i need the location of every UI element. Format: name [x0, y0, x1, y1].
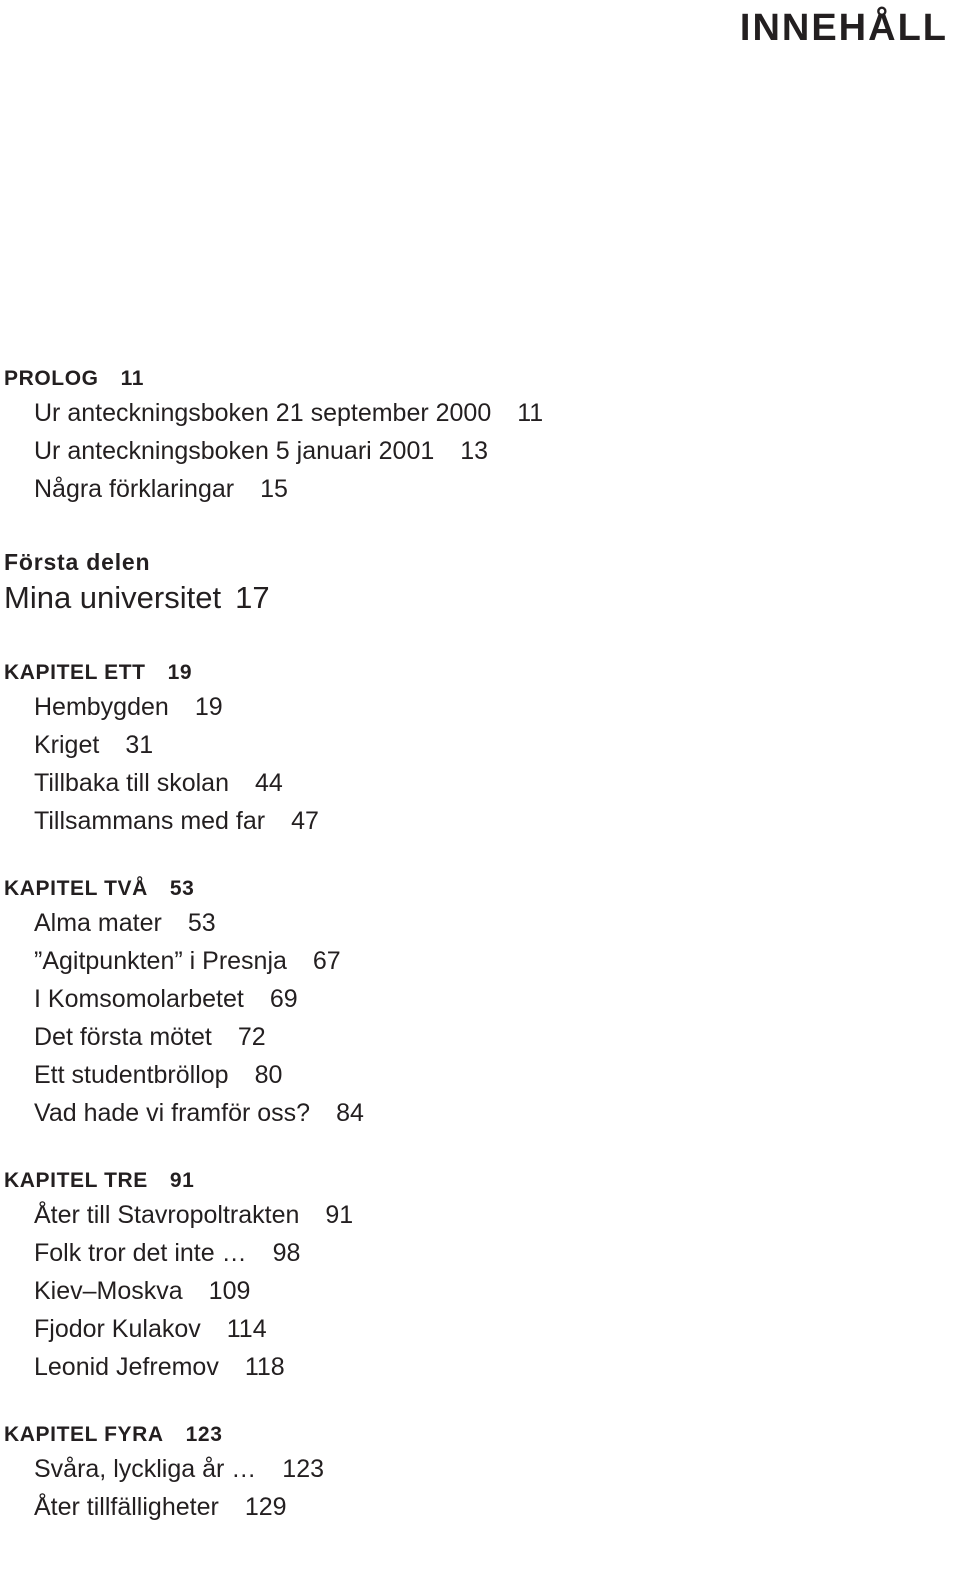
- toc-entry[interactable]: [4, 394, 944, 432]
- part-label: Första delen: [4, 549, 151, 575]
- chapter-heading[interactable]: [4, 874, 944, 904]
- toc-entry-title: Tillsammans med far: [34, 807, 266, 835]
- toc-entry-page: 47: [291, 807, 319, 835]
- toc-entry-page: 114: [226, 1315, 267, 1343]
- toc-entry-page: 123: [282, 1455, 325, 1483]
- toc-entry-title: Åter tillfälligheter: [34, 1493, 219, 1521]
- chapter-heading-label: KAPITEL TVÅ: [4, 877, 148, 900]
- toc-entry-page: 98: [272, 1239, 301, 1267]
- toc-entry[interactable]: [4, 802, 944, 840]
- toc-entry-title: Vad hade vi framför oss?: [34, 1099, 311, 1127]
- toc-entry-page: 31: [125, 731, 154, 759]
- toc-entry-page: 80: [254, 1061, 283, 1089]
- toc-entry[interactable]: [4, 1348, 944, 1386]
- toc-entry[interactable]: [4, 1488, 944, 1526]
- toc-entry-title: Fjodor Kulakov: [34, 1315, 201, 1343]
- toc-entry[interactable]: [4, 980, 944, 1018]
- toc-entry[interactable]: [4, 1094, 944, 1132]
- toc-entry-title: Ett studentbröllop: [34, 1061, 229, 1089]
- toc-entry-page: 53: [187, 909, 216, 937]
- chapter-heading-label: KAPITEL TRE: [4, 1169, 148, 1192]
- chapter-heading-page: 53: [169, 877, 195, 900]
- toc-entry-title: Kiev–Moskva: [34, 1277, 183, 1305]
- chapter-heading-page: 91: [169, 1169, 195, 1192]
- toc-entry-title: Alma mater: [34, 909, 162, 937]
- toc-entry[interactable]: [4, 688, 944, 726]
- toc-entry[interactable]: [4, 1056, 944, 1094]
- toc-entry-page: 69: [269, 985, 298, 1013]
- toc-entry-page: 72: [237, 1023, 266, 1051]
- toc-entry-page: 129: [244, 1493, 287, 1521]
- toc-entry[interactable]: [4, 1196, 944, 1234]
- toc-entry-title: ”Agitpunkten” i Presnja: [34, 947, 287, 975]
- toc-entry-title: Leonid Jefremov: [34, 1353, 219, 1381]
- chapter-heading-label: KAPITEL FYRA: [4, 1423, 164, 1446]
- toc-entry-title: Några förklaringar: [34, 475, 235, 503]
- toc-entry[interactable]: [4, 1018, 944, 1056]
- toc-section-prolog: [4, 364, 944, 508]
- toc-entry[interactable]: [4, 942, 944, 980]
- part-title[interactable]: [4, 578, 944, 618]
- toc-entry-title: Ur anteckningsboken 5 januari 2001: [34, 437, 435, 465]
- toc-entry[interactable]: [4, 764, 944, 802]
- chapter-heading-page: 123: [185, 1423, 223, 1446]
- toc-entry-page: 13: [460, 437, 489, 465]
- toc-entry[interactable]: [4, 726, 944, 764]
- toc-entry-page: 44: [254, 769, 283, 797]
- chapter-heading[interactable]: [4, 1420, 944, 1450]
- toc-entry[interactable]: [4, 904, 944, 942]
- toc-section-chapter-two: [4, 874, 944, 1132]
- toc-entry-page: 118: [244, 1353, 285, 1381]
- toc-entry-page: 84: [336, 1099, 364, 1127]
- toc-entry[interactable]: [4, 1310, 944, 1348]
- toc-entry-title: Hembygden: [34, 693, 169, 721]
- chapter-heading-page: 19: [167, 661, 193, 684]
- toc-entry-title: Åter till Stavropoltrakten: [34, 1201, 300, 1229]
- chapter-heading-label: KAPITEL ETT: [4, 661, 146, 684]
- part-title-text: Mina universitet: [4, 580, 222, 615]
- toc-entry[interactable]: [4, 470, 944, 508]
- chapter-heading[interactable]: [4, 1166, 944, 1196]
- toc-entry-page: 67: [312, 947, 341, 975]
- toc-entry[interactable]: [4, 1234, 944, 1272]
- toc-entry-page: 15: [260, 475, 288, 503]
- toc-entry-page: 11: [517, 399, 544, 427]
- section-heading[interactable]: [4, 364, 944, 394]
- table-of-contents: [4, 364, 944, 1560]
- toc-entry-page: 109: [208, 1277, 251, 1305]
- chapter-heading[interactable]: [4, 658, 944, 688]
- toc-entry-page: 91: [325, 1201, 354, 1229]
- section-heading-label: PROLOG: [4, 367, 99, 390]
- toc-section-part-one: [4, 546, 944, 618]
- toc-section-chapter-three: [4, 1166, 944, 1386]
- toc-entry-title: Kriget: [34, 731, 100, 759]
- page-title: INNEHÅLL: [739, 7, 948, 49]
- part-title-page: 17: [235, 580, 270, 615]
- toc-entry-title: Folk tror det inte …: [34, 1239, 247, 1267]
- toc-section-chapter-one: [4, 658, 944, 840]
- toc-entry[interactable]: [4, 432, 944, 470]
- toc-section-chapter-four: [4, 1420, 944, 1526]
- toc-entry-title: I Komsomolarbetet: [34, 985, 244, 1013]
- toc-entry[interactable]: [4, 1450, 944, 1488]
- toc-entry-title: Svåra, lyckliga år …: [34, 1455, 257, 1483]
- section-heading-page: 11: [120, 367, 145, 390]
- toc-entry-page: 19: [194, 693, 223, 721]
- toc-entry-title: Det första mötet: [34, 1023, 212, 1051]
- toc-entry[interactable]: [4, 1272, 944, 1310]
- toc-entry-title: Ur anteckningsboken 21 september 2000: [34, 399, 492, 427]
- toc-entry-title: Tillbaka till skolan: [34, 769, 229, 797]
